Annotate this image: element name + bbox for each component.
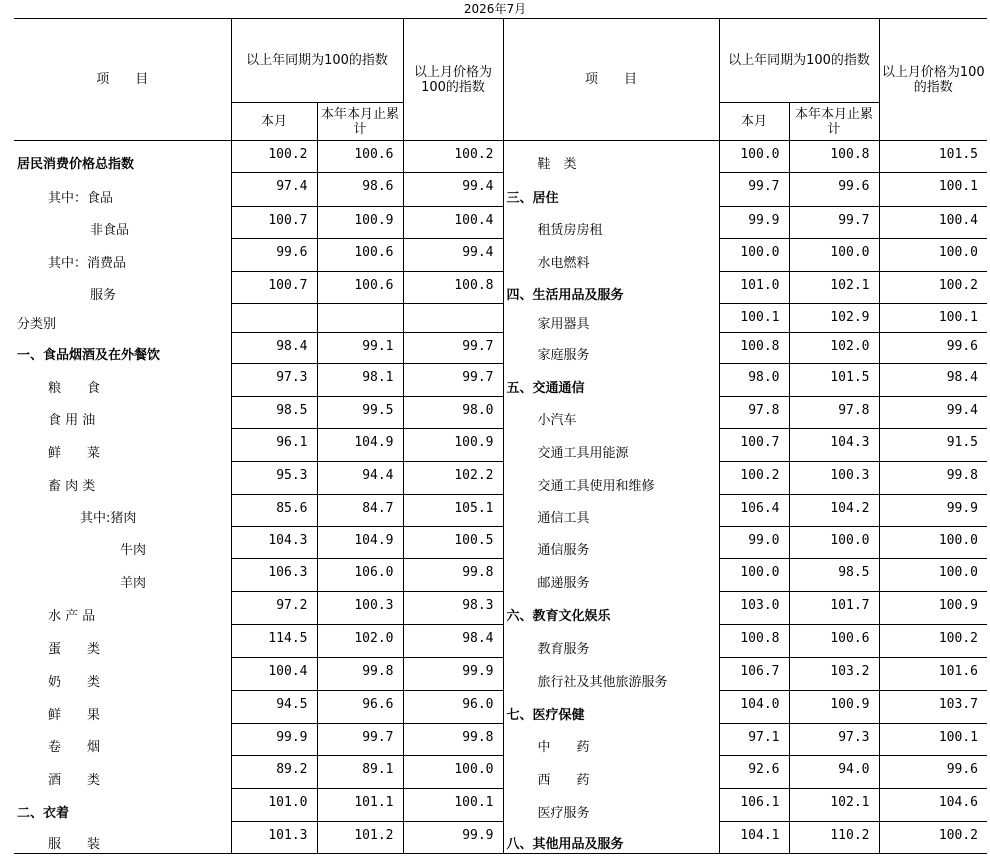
value-mom: 99.7 [403, 333, 503, 364]
row-label: 一、食品烟酒及在外餐饮 [14, 333, 231, 364]
value-cumulative: 103.2 [789, 658, 879, 691]
row-label: 西 药 [503, 756, 719, 789]
value-this-month: 106.1 [719, 789, 789, 822]
table-body [14, 141, 987, 854]
value-this-month: 97.4 [231, 173, 317, 207]
row-label: 四、生活用品及服务 [503, 272, 719, 304]
value-this-month: 100.8 [719, 625, 789, 658]
value-mom: 100.0 [403, 756, 503, 789]
value-mom: 100.2 [403, 141, 503, 173]
header-this-month-left: 本月 [231, 103, 317, 141]
value-mom: 99.9 [403, 822, 503, 854]
value-mom: 100.1 [879, 724, 987, 756]
value-this-month: 100.0 [719, 239, 789, 272]
row-label: 医疗服务 [503, 789, 719, 822]
header-this-month-right: 本月 [719, 103, 789, 141]
value-mom: 91.5 [879, 429, 987, 462]
table-row [14, 691, 987, 724]
value-this-month: 104.1 [719, 822, 789, 854]
value-this-month: 104.3 [231, 527, 317, 559]
value-cumulative: 102.1 [789, 272, 879, 304]
value-this-month: 99.9 [719, 207, 789, 239]
row-label: 交通工具使用和维修 [503, 462, 719, 495]
row-label: 旅行社及其他旅游服务 [503, 658, 719, 691]
table-row [14, 141, 987, 173]
value-mom: 104.6 [879, 789, 987, 822]
row-label: 邮递服务 [503, 559, 719, 592]
value-this-month: 106.7 [719, 658, 789, 691]
row-label: 教育服务 [503, 625, 719, 658]
value-this-month: 104.0 [719, 691, 789, 724]
row-label: 三、居住 [503, 173, 719, 207]
header-item-right: 项 目 [503, 19, 719, 141]
value-this-month: 114.5 [231, 625, 317, 658]
value-mom: 100.4 [403, 207, 503, 239]
value-cumulative: 100.6 [317, 272, 403, 304]
value-this-month: 103.0 [719, 592, 789, 625]
value-mom: 99.6 [879, 333, 987, 364]
row-label: 鞋 类 [503, 141, 719, 173]
value-mom: 102.2 [403, 462, 503, 495]
value-mom: 99.9 [403, 658, 503, 691]
table-row [14, 789, 987, 822]
value-mom: 100.1 [403, 789, 503, 822]
value-cumulative: 94.0 [789, 756, 879, 789]
value-mom: 100.9 [403, 429, 503, 462]
value-cumulative: 100.3 [317, 592, 403, 625]
value-mom: 99.7 [403, 364, 503, 397]
value-cumulative: 101.5 [789, 364, 879, 397]
value-cumulative: 104.9 [317, 527, 403, 559]
value-this-month: 96.1 [231, 429, 317, 462]
value-cumulative: 100.9 [789, 691, 879, 724]
row-label: 服务 [14, 272, 231, 304]
row-label: 分类别 [14, 304, 231, 333]
value-mom: 99.9 [879, 495, 987, 527]
value-cumulative: 98.5 [789, 559, 879, 592]
value-this-month: 100.2 [719, 462, 789, 495]
value-cumulative: 106.0 [317, 559, 403, 592]
row-label: 鲜 菜 [14, 429, 231, 462]
value-this-month: 94.5 [231, 691, 317, 724]
value-mom: 99.4 [403, 239, 503, 272]
row-label: 其中：食品 [14, 173, 231, 207]
table-row [14, 364, 987, 397]
value-this-month: 101.3 [231, 822, 317, 854]
value-mom: 100.9 [879, 592, 987, 625]
value-cumulative: 100.6 [317, 141, 403, 173]
value-cumulative: 99.6 [789, 173, 879, 207]
header-mom-left: 以上月价格为100的指数 [403, 19, 503, 141]
value-mom: 100.0 [879, 559, 987, 592]
value-this-month: 100.8 [719, 333, 789, 364]
value-this-month: 100.1 [719, 304, 789, 333]
row-label: 小汽车 [503, 397, 719, 429]
value-this-month: 100.7 [231, 272, 317, 304]
value-cumulative: 97.8 [789, 397, 879, 429]
row-label: 家庭服务 [503, 333, 719, 364]
row-label: 羊肉 [14, 559, 231, 592]
value-cumulative: 98.6 [317, 173, 403, 207]
table-row [14, 207, 987, 239]
value-this-month: 100.0 [719, 141, 789, 173]
value-cumulative: 100.0 [789, 527, 879, 559]
value-this-month: 98.4 [231, 333, 317, 364]
value-mom: 98.4 [879, 364, 987, 397]
value-this-month: 97.1 [719, 724, 789, 756]
row-label: 其中：消费品 [14, 239, 231, 272]
value-cumulative: 100.3 [789, 462, 879, 495]
value-cumulative: 101.7 [789, 592, 879, 625]
row-label: 五、交通通信 [503, 364, 719, 397]
row-label: 七、医疗保健 [503, 691, 719, 724]
header-yoy-right: 以上年同期为100的指数 [719, 19, 879, 103]
row-label: 通信服务 [503, 527, 719, 559]
table-row [14, 822, 987, 854]
row-label: 非食品 [14, 207, 231, 239]
row-label: 交通工具用能源 [503, 429, 719, 462]
table-row [14, 625, 987, 658]
value-mom: 99.8 [403, 559, 503, 592]
value-mom: 99.8 [879, 462, 987, 495]
value-cumulative: 101.2 [317, 822, 403, 854]
value-this-month: 99.7 [719, 173, 789, 207]
row-label: 鲜 果 [14, 691, 231, 724]
value-mom: 99.6 [879, 756, 987, 789]
value-cumulative: 84.7 [317, 495, 403, 527]
value-mom: 101.5 [879, 141, 987, 173]
value-cumulative: 100.6 [789, 625, 879, 658]
value-this-month: 97.8 [719, 397, 789, 429]
value-cumulative: 104.3 [789, 429, 879, 462]
value-cumulative: 102.9 [789, 304, 879, 333]
row-label: 牛肉 [14, 527, 231, 559]
row-label: 其中:猪肉 [14, 495, 231, 527]
value-cumulative: 99.7 [317, 724, 403, 756]
value-this-month: 98.5 [231, 397, 317, 429]
value-cumulative: 101.1 [317, 789, 403, 822]
value-cumulative: 98.1 [317, 364, 403, 397]
table-row [14, 397, 987, 429]
row-label: 服 装 [14, 822, 231, 854]
value-mom: 100.5 [403, 527, 503, 559]
value-mom: 99.4 [403, 173, 503, 207]
value-this-month: 85.6 [231, 495, 317, 527]
table-row [14, 272, 987, 304]
row-label: 蛋 类 [14, 625, 231, 658]
table-row [14, 333, 987, 364]
value-cumulative: 99.8 [317, 658, 403, 691]
value-this-month: 100.0 [719, 559, 789, 592]
value-cumulative [317, 304, 403, 333]
value-cumulative: 100.8 [789, 141, 879, 173]
row-label: 卷 烟 [14, 724, 231, 756]
value-cumulative: 102.0 [317, 625, 403, 658]
value-this-month: 101.0 [231, 789, 317, 822]
value-mom: 105.1 [403, 495, 503, 527]
value-mom: 100.2 [879, 822, 987, 854]
value-cumulative: 102.1 [789, 789, 879, 822]
value-mom: 96.0 [403, 691, 503, 724]
value-mom: 99.8 [403, 724, 503, 756]
value-mom: 100.1 [879, 173, 987, 207]
value-cumulative: 104.2 [789, 495, 879, 527]
header-mom-right: 以上月价格为100的指数 [879, 19, 987, 141]
row-label: 水电燃料 [503, 239, 719, 272]
row-label: 租赁房房租 [503, 207, 719, 239]
value-mom: 100.2 [879, 625, 987, 658]
value-this-month: 101.0 [719, 272, 789, 304]
value-cumulative: 89.1 [317, 756, 403, 789]
value-this-month [231, 304, 317, 333]
header-yoy-left: 以上年同期为100的指数 [231, 19, 403, 103]
value-cumulative: 94.4 [317, 462, 403, 495]
value-this-month: 99.6 [231, 239, 317, 272]
value-cumulative: 100.9 [317, 207, 403, 239]
row-label: 八、其他用品及服务 [503, 822, 719, 854]
row-label: 中 药 [503, 724, 719, 756]
table-row [14, 173, 987, 207]
value-cumulative: 99.7 [789, 207, 879, 239]
table-row [14, 304, 987, 333]
value-mom: 98.0 [403, 397, 503, 429]
value-this-month: 100.7 [719, 429, 789, 462]
value-mom: 98.3 [403, 592, 503, 625]
cpi-table [14, 18, 987, 854]
row-label: 畜 肉 类 [14, 462, 231, 495]
table-row [14, 527, 987, 559]
value-this-month: 100.2 [231, 141, 317, 173]
value-this-month: 106.4 [719, 495, 789, 527]
value-mom: 101.6 [879, 658, 987, 691]
header-cumulative-right: 本年本月止累计 [789, 103, 879, 141]
row-label: 居民消费价格总指数 [14, 141, 231, 173]
value-cumulative: 99.5 [317, 397, 403, 429]
value-cumulative: 104.9 [317, 429, 403, 462]
value-mom: 100.0 [879, 239, 987, 272]
value-mom: 99.4 [879, 397, 987, 429]
value-this-month: 92.6 [719, 756, 789, 789]
table-row [14, 724, 987, 756]
value-cumulative: 96.6 [317, 691, 403, 724]
value-this-month: 106.3 [231, 559, 317, 592]
value-this-month: 89.2 [231, 756, 317, 789]
value-this-month: 98.0 [719, 364, 789, 397]
value-cumulative: 100.0 [789, 239, 879, 272]
value-mom [403, 304, 503, 333]
row-label: 家用器具 [503, 304, 719, 333]
value-this-month: 100.4 [231, 658, 317, 691]
value-mom: 98.4 [403, 625, 503, 658]
value-cumulative: 102.0 [789, 333, 879, 364]
value-mom: 100.0 [879, 527, 987, 559]
value-cumulative: 99.1 [317, 333, 403, 364]
table-row [14, 495, 987, 527]
row-label: 通信工具 [503, 495, 719, 527]
table-row [14, 429, 987, 462]
value-this-month: 97.3 [231, 364, 317, 397]
row-label: 六、教育文化娱乐 [503, 592, 719, 625]
table-row [14, 462, 987, 495]
row-label: 粮 食 [14, 364, 231, 397]
value-this-month: 95.3 [231, 462, 317, 495]
value-mom: 100.8 [403, 272, 503, 304]
header-item-left: 项 目 [14, 19, 231, 141]
table-row [14, 756, 987, 789]
row-label: 食 用 油 [14, 397, 231, 429]
row-label: 二、衣着 [14, 789, 231, 822]
value-this-month: 100.7 [231, 207, 317, 239]
table-row [14, 658, 987, 691]
value-cumulative: 97.3 [789, 724, 879, 756]
value-this-month: 99.9 [231, 724, 317, 756]
table-row [14, 239, 987, 272]
value-mom: 100.4 [879, 207, 987, 239]
row-label: 酒 类 [14, 756, 231, 789]
row-label: 奶 类 [14, 658, 231, 691]
table-row [14, 559, 987, 592]
value-this-month: 97.2 [231, 592, 317, 625]
value-this-month: 99.0 [719, 527, 789, 559]
value-mom: 100.1 [879, 304, 987, 333]
value-mom: 103.7 [879, 691, 987, 724]
value-mom: 100.2 [879, 272, 987, 304]
report-date: 2026年7月 [463, 2, 527, 16]
value-cumulative: 110.2 [789, 822, 879, 854]
value-cumulative: 100.6 [317, 239, 403, 272]
header-cumulative-left: 本年本月止累计 [317, 103, 403, 141]
table-row [14, 592, 987, 625]
row-label: 水 产 品 [14, 592, 231, 625]
